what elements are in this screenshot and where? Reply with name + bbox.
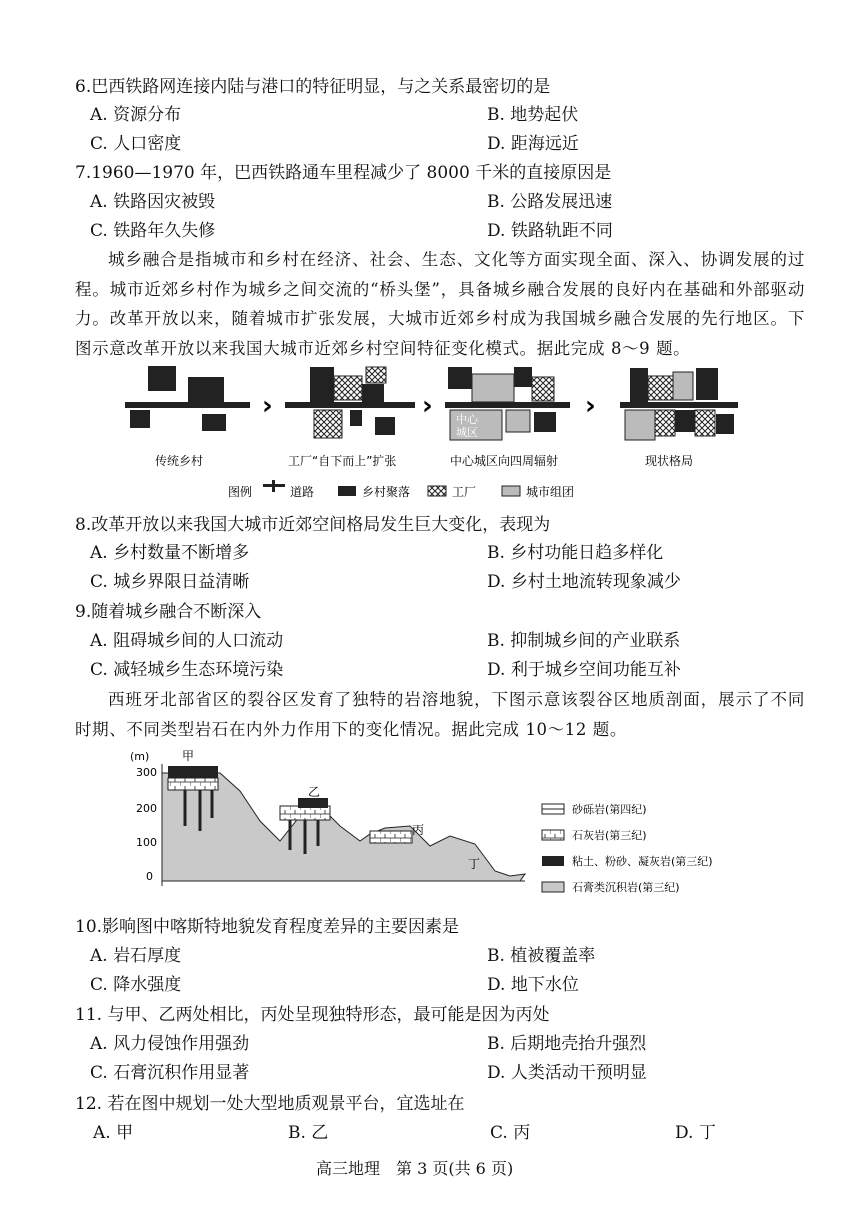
stage-current-pattern bbox=[620, 368, 738, 440]
q10-option-a: A. 岩石厚度 bbox=[90, 946, 182, 966]
svg-text:›: › bbox=[422, 391, 433, 421]
q6-stem: 6.巴西铁路网连接内陆与港口的特征明显，与之关系最密切的是 bbox=[75, 77, 551, 97]
svg-text:石膏类沉积岩(第三纪): 石膏类沉积岩(第三纪) bbox=[572, 881, 680, 894]
q12-option-a: A. 甲 bbox=[93, 1123, 134, 1143]
figure-urban-rural-patterns bbox=[120, 362, 750, 512]
figure2-legend bbox=[542, 802, 713, 894]
svg-text:200: 200 bbox=[136, 802, 157, 815]
q12-option-c: C. 丙 bbox=[490, 1123, 531, 1143]
q9-option-d: D. 利于城乡空间功能互补 bbox=[487, 660, 681, 680]
q7-option-c: C. 铁路年久失修 bbox=[90, 221, 216, 241]
q10-stem: 10.影响图中喀斯特地貌发育程度差异的主要因素是 bbox=[75, 917, 460, 937]
svg-text:石灰岩(第三纪): 石灰岩(第三纪) bbox=[572, 829, 647, 842]
svg-text:(m): (m) bbox=[130, 750, 150, 763]
center-label-2: 城区 bbox=[456, 426, 478, 439]
q11-option-c: C. 石膏沉积作用显著 bbox=[90, 1063, 250, 1083]
q12-option-b: B. 乙 bbox=[288, 1123, 329, 1143]
place-bing: 丙 bbox=[412, 823, 425, 837]
place-jia: 甲 bbox=[182, 749, 195, 763]
stage-label-1: 传统乡村 bbox=[155, 454, 204, 468]
q10-option-c: C. 降水强度 bbox=[90, 975, 182, 995]
q7-stem: 7.1960—1970 年，巴西铁路通车里程减少了 8000 千米的直接原因是 bbox=[75, 163, 612, 183]
q11-stem: 11. 与甲、乙两处相比，丙处呈现独特形态，最可能是因为丙处 bbox=[75, 1005, 550, 1025]
q9-option-c: C. 减轻城乡生态环境污染 bbox=[90, 660, 284, 680]
q10-option-d: D. 地下水位 bbox=[487, 975, 579, 995]
svg-text:图例: 图例 bbox=[228, 485, 253, 499]
svg-text:›: › bbox=[262, 391, 273, 421]
svg-text:›: › bbox=[585, 391, 596, 421]
svg-text:300: 300 bbox=[136, 766, 157, 779]
stage-label-4: 现状格局 bbox=[645, 454, 694, 468]
passage-karst: 西班牙北部省区的裂谷区发育了独特的岩溶地貌，下图示意该裂谷区地质剖面，展示了不同时期、不同类型岩石在内外力作用下的变化情况。据此完成 10～12 题。 bbox=[75, 690, 805, 739]
q12-stem: 12. 若在图中规划一处大型地质观景平台，宜选址在 bbox=[75, 1094, 465, 1114]
q7-option-b: B. 公路发展迅速 bbox=[487, 192, 613, 212]
figure1-legend bbox=[228, 480, 574, 499]
q6-option-d: D. 距海远近 bbox=[487, 134, 579, 154]
q8-option-d: D. 乡村土地流转现象减少 bbox=[487, 572, 681, 592]
center-label-1: 中心 bbox=[456, 413, 478, 426]
q9-option-b: B. 抑制城乡间的产业联系 bbox=[487, 631, 681, 651]
q11-option-a: A. 风力侵蚀作用强劲 bbox=[90, 1034, 250, 1054]
q11-option-b: B. 后期地壳抬升强烈 bbox=[487, 1034, 647, 1054]
passage-urban-rural: 城乡融合是指城市和乡村在经济、社会、生态、文化等方面实现全面、深入、协调发展的过程。城市近郊乡村作为城乡之间交流的“桥头堡”，具备城乡融合发展的良好内在基础和外部驱动力。改革开放以来，随着城市扩张发展，大城市近郊乡村成为我国城乡融合发展的先行地区。下图示意改革开放以来我国大城市近郊乡村空间特征变化模式。据此完成 8～9 题。 bbox=[75, 250, 805, 358]
q8-option-b: B. 乡村功能日趋多样化 bbox=[487, 543, 664, 563]
svg-text:城市组团: 城市组团 bbox=[526, 485, 575, 499]
q8-stem: 8.改革开放以来我国大城市近郊空间格局发生巨大变化，表现为 bbox=[75, 515, 551, 535]
svg-text:工厂: 工厂 bbox=[452, 485, 477, 499]
q6-option-a: A. 资源分布 bbox=[90, 105, 182, 125]
stage-center-radiation bbox=[445, 367, 570, 440]
q12-option-d: D. 丁 bbox=[675, 1123, 716, 1143]
place-yi: 乙 bbox=[308, 785, 321, 799]
svg-text:砂砾岩(第四纪): 砂砾岩(第四纪) bbox=[572, 803, 647, 816]
q8-option-c: C. 城乡界限日益清晰 bbox=[90, 572, 250, 592]
svg-text:0: 0 bbox=[146, 870, 153, 883]
stage-label-3: 中心城区向四周辐射 bbox=[450, 454, 559, 468]
q11-option-d: D. 人类活动干预明显 bbox=[487, 1063, 647, 1083]
svg-text:100: 100 bbox=[136, 836, 157, 849]
svg-text:道路: 道路 bbox=[290, 485, 315, 499]
q6-option-c: C. 人口密度 bbox=[90, 134, 182, 154]
page-footer: 高三地理 第 3 页(共 6 页) bbox=[316, 1159, 514, 1178]
q9-option-a: A. 阻碍城乡间的人口流动 bbox=[90, 631, 284, 651]
svg-text:粘土、粉砂、凝灰岩(第三纪): 粘土、粉砂、凝灰岩(第三纪) bbox=[572, 855, 713, 868]
stage-label-2: 工厂“自下而上”扩张 bbox=[288, 454, 397, 468]
figure-geologic-section bbox=[130, 746, 730, 906]
q7-option-a: A. 铁路因灾被毁 bbox=[90, 192, 216, 212]
q6-option-b: B. 地势起伏 bbox=[487, 105, 579, 125]
stage-traditional-village bbox=[125, 366, 250, 431]
q10-option-b: B. 植被覆盖率 bbox=[487, 946, 596, 966]
q7-option-d: D. 铁路轨距不同 bbox=[487, 221, 613, 241]
q9-stem: 9.随着城乡融合不断深入 bbox=[75, 602, 262, 622]
q8-option-a: A. 乡村数量不断增多 bbox=[90, 543, 250, 563]
svg-text:乡村聚落: 乡村聚落 bbox=[362, 485, 411, 499]
place-ding: 丁 bbox=[468, 857, 481, 871]
stage-factory-expansion bbox=[285, 367, 415, 438]
